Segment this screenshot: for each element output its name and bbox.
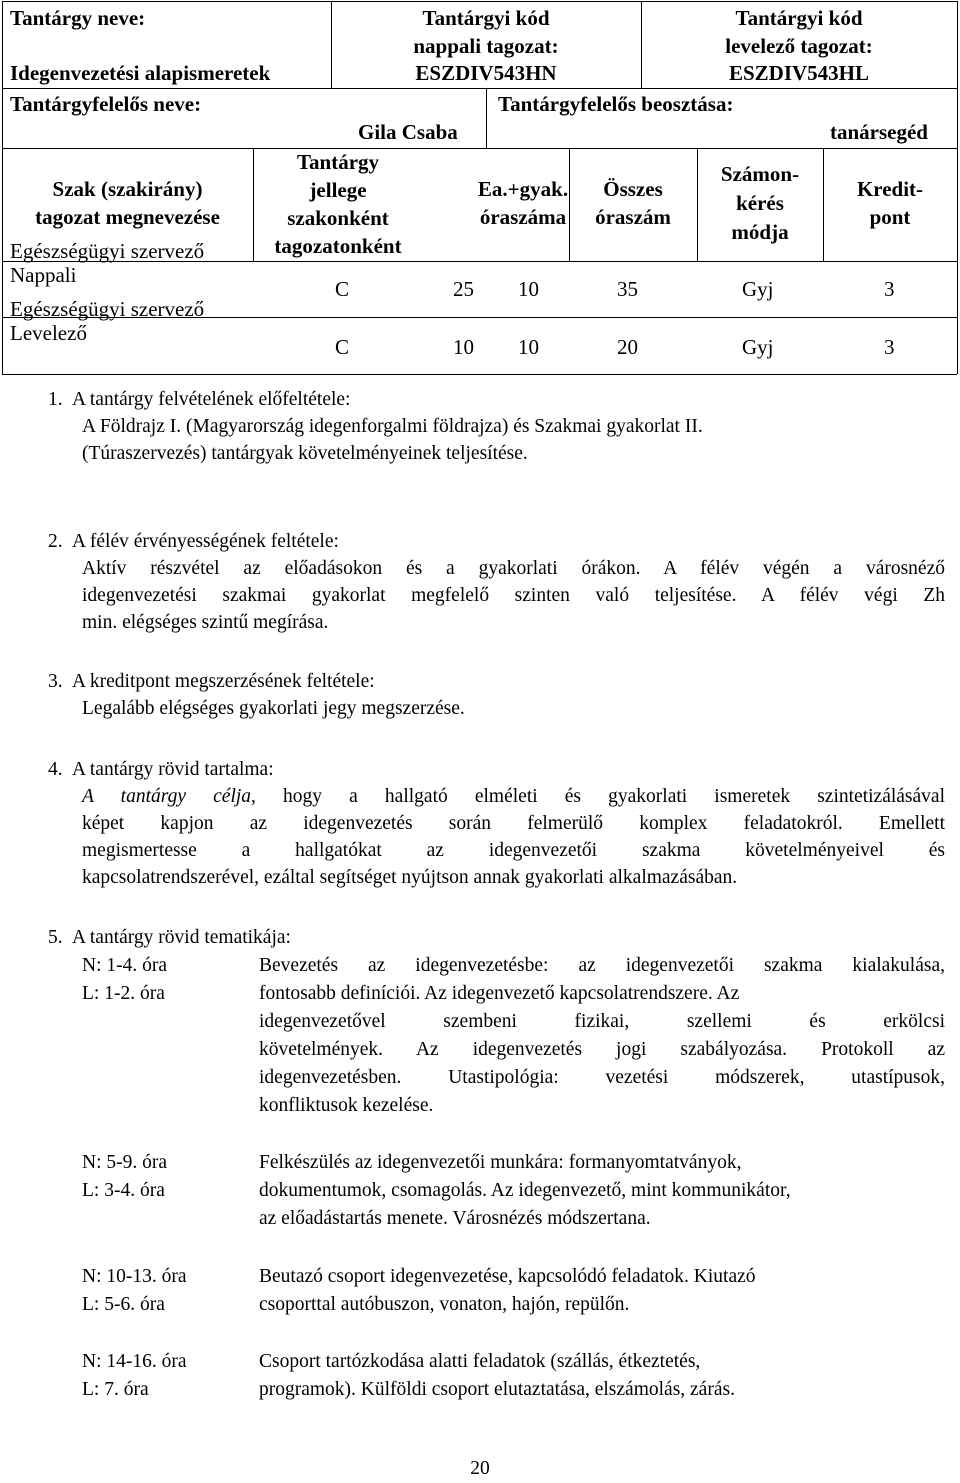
row-total: 20	[617, 335, 638, 359]
code-corr-heading-1: Tantárgyi kód	[735, 6, 863, 30]
responsible-label: Tantárgyfelelős neve:	[10, 92, 202, 116]
row-mode: Levelező	[10, 321, 87, 345]
row-exam: Gyj	[742, 335, 774, 359]
topic-day-hours: N: 14-16. óra	[82, 1351, 187, 1372]
subject-name: Idegenvezetési alapismeretek	[10, 61, 271, 85]
section-text-line: megismertesse a hallgatókat az idegenvezetői szakma követelményeivel és	[82, 840, 945, 861]
section-text-line: Aktív részvétel az előadásokon és a gyakorlati órákon. A félév végén a városnéző	[82, 558, 945, 579]
header-exam-1: Számon-	[720, 162, 800, 186]
row-major: Egészségügyi szervező	[10, 297, 205, 321]
position-value: tanársegéd	[830, 120, 928, 144]
topic-day-hours: N: 10-13. óra	[82, 1266, 187, 1287]
topic-text-line: Csoport tartózkodása alatti feladatok (szállás, étkeztetés,	[259, 1351, 701, 1372]
code-day-heading-2: nappali tagozat:	[413, 34, 559, 58]
code-day-heading-1: Tantárgyi kód	[422, 6, 550, 30]
topic-corr-hours: L: 7. óra	[82, 1379, 149, 1400]
topic-text-line: fontosabb definíciói. Az idegenvezető kapcsolatrendszere. Az	[259, 983, 740, 1004]
row-extra-hours: 10	[518, 277, 539, 301]
section-number: 3.	[48, 671, 63, 692]
topic-text-line: konfliktusok kezelése.	[259, 1095, 434, 1116]
header-type-2: jellege	[309, 178, 367, 202]
row-extra-hours: 10	[518, 335, 539, 359]
header-total-1: Összes	[603, 177, 663, 201]
row-total: 35	[617, 277, 638, 301]
topic-text-line: idegenvezetésben. Utastipológia: vezetési módszerek, utastípusok,	[259, 1067, 945, 1088]
header-exam-2: kérés	[736, 191, 784, 215]
topic-day-hours: N: 1-4. óra	[82, 955, 168, 976]
topic-day-hours: N: 5-9. óra	[82, 1152, 168, 1173]
code-day-value: ESZDIV543HN	[415, 61, 557, 85]
header-total-2: óraszám	[595, 205, 671, 229]
row-type: C	[335, 335, 350, 359]
header-type-4: tagozatonként	[274, 234, 402, 258]
row-credit: 3	[884, 335, 895, 359]
header-major-1: Szak (szakirány)	[52, 177, 203, 201]
topic-text-line: Beutazó csoport idegenvezetése, kapcsolódó feladatok. Kiutazó	[259, 1266, 756, 1287]
topic-corr-hours: L: 3-4. óra	[82, 1180, 165, 1201]
header-hours-1: Ea.+gyak.	[477, 177, 569, 201]
section-title: A tantárgy rövid tartalma:	[72, 759, 274, 780]
position-label: Tantárgyfelelős beosztása:	[498, 92, 734, 116]
row-hours: 25	[453, 277, 474, 301]
section-text-line: A Földrajz I. (Magyarország idegenforgalmi földrajza) és Szakmai gyakorlat II.	[82, 416, 703, 437]
topic-corr-hours: L: 5-6. óra	[82, 1294, 165, 1315]
header-credit-2: pont	[869, 205, 911, 229]
header-major-2: tagozat megnevezése	[35, 205, 220, 229]
section-text-line: , hogy a hallgató elméleti és gyakorlati ismeretek szintetizálásával	[251, 786, 945, 807]
course-goal-emphasis: A tantárgy célja	[82, 786, 252, 807]
topic-text-line: dokumentumok, csomagolás. Az idegenvezető, mint kommunikátor,	[259, 1180, 791, 1201]
row-credit: 3	[884, 277, 895, 301]
topic-text-line: az előadástartás menete. Városnézés módszertana.	[259, 1208, 651, 1229]
row-major: Egészségügyi szervező	[10, 239, 205, 263]
page-number: 20	[470, 1458, 490, 1479]
row-exam: Gyj	[742, 277, 774, 301]
section-title: A félév érvényességének feltétele:	[72, 531, 339, 552]
section-number: 5.	[48, 927, 63, 948]
topic-text-line: Felkészülés az idegenvezetői munkára: formanyomtatványok,	[259, 1152, 742, 1173]
header-type-1: Tantárgy	[296, 150, 380, 174]
section-text-line: kapcsolatrendszerével, ezáltal segítséget nyújtson annak gyakorlati alkalmazásában.	[82, 867, 738, 888]
section-number: 2.	[48, 531, 63, 552]
section-title: A kreditpont megszerzésének feltétele:	[72, 671, 375, 692]
topic-text-line: idegenvezetővel szembeni fizikai, szellemi és erkölcsi	[259, 1011, 945, 1032]
responsible-name: Gila Csaba	[358, 120, 458, 144]
section-number: 4.	[48, 759, 63, 780]
header-hours-2: óraszáma	[479, 205, 567, 229]
row-type: C	[335, 277, 350, 301]
topic-text-line: Bevezetés az idegenvezetésbe: az idegenvezetői szakma kialakulása,	[259, 955, 945, 976]
row-hours: 10	[453, 335, 474, 359]
section-text-line: idegenvezetési szakmai gyakorlat megfelelő szinten való teljesítése. A félév végi Zh	[82, 585, 945, 606]
code-corr-heading-2: levelező tagozat:	[725, 34, 873, 58]
header-exam-3: módja	[731, 220, 789, 244]
topic-corr-hours: L: 1-2. óra	[82, 983, 165, 1004]
topic-text-line: csoporttal autóbuszon, vonaton, hajón, repülőn.	[259, 1294, 630, 1315]
section-text-line: képet kapjon az idegenvezetés során felmerülő komplex feladatokról. Emellett	[82, 813, 945, 834]
subject-name-label: Tantárgy neve:	[10, 6, 146, 30]
header-type-3: szakonként	[287, 206, 389, 230]
section-text-line: Legalább elégséges gyakorlati jegy megszerzése.	[82, 698, 465, 719]
row-mode: Nappali	[10, 263, 77, 287]
section-text-line: min. elégséges szintű megírása.	[82, 612, 329, 633]
section-title: A tantárgy rövid tematikája:	[72, 927, 291, 948]
header-credit-1: Kredit-	[856, 177, 924, 201]
section-title: A tantárgy felvételének előfeltétele:	[72, 389, 351, 410]
section-number: 1.	[48, 389, 63, 410]
section-text-line: (Túraszervezés) tantárgyak követelményeinek teljesítése.	[82, 443, 528, 464]
code-corr-value: ESZDIV543HL	[728, 61, 870, 85]
topic-text-line: programok). Külföldi csoport elutaztatása, elszámolás, zárás.	[259, 1379, 735, 1400]
topic-text-line: követelmények. Az idegenvezetés jogi szabályozása. Protokoll az	[259, 1039, 945, 1060]
